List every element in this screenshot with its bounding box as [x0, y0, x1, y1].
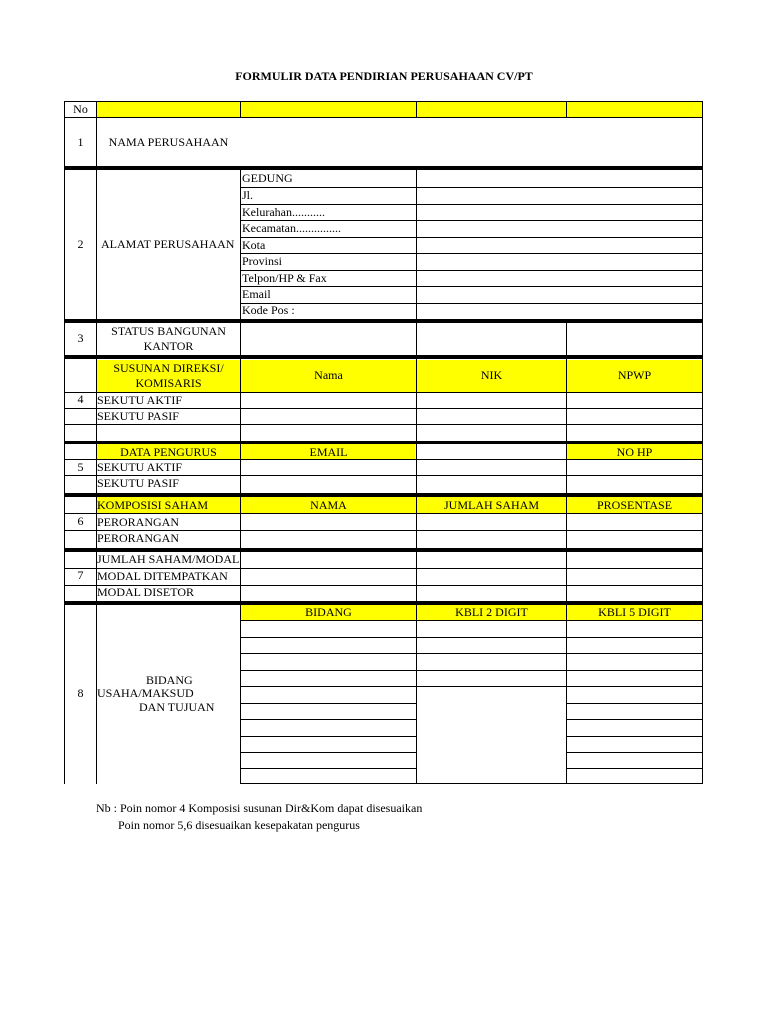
section-header-data-pengurus: DATA PENGURUS — [120, 445, 217, 459]
h-line — [566, 752, 703, 753]
column-header-bidang: BIDANG — [305, 605, 352, 619]
column-header-nik: NIK — [480, 368, 503, 382]
no-header: No — [73, 102, 88, 116]
h-line — [566, 703, 703, 704]
column-header-kbli-5-digit: KBLI 5 DIGIT — [598, 605, 671, 619]
column-header-no-hp: NO HP — [616, 445, 653, 459]
row-number: 3 — [77, 331, 84, 345]
row-label-sekutu-pasif: SEKUTU PASIF — [97, 476, 179, 490]
address-field-label: Kelurahan........... — [242, 205, 325, 219]
row-label-sekutu-aktif: SEKUTU AKTIF — [97, 393, 183, 407]
h-line — [240, 620, 703, 621]
h-line — [240, 653, 703, 654]
section-divider — [64, 319, 703, 323]
column-header-kbli-2-digit: KBLI 2 DIGIT — [455, 605, 528, 619]
row-label-status-bangunan: STATUS BANGUNAN KANTOR — [111, 324, 226, 353]
h-line — [64, 513, 703, 514]
h-line — [566, 719, 703, 720]
address-field-label: Telpon/HP & Fax — [242, 271, 327, 285]
row-label-modal-ditempatkan: MODAL DITEMPATKAN — [97, 569, 228, 583]
row-number: 1 — [77, 135, 84, 149]
h-line — [240, 752, 417, 753]
h-line — [240, 719, 417, 720]
address-field-label: Email — [242, 287, 271, 301]
column-header-nama: NAMA — [310, 498, 347, 512]
footnote-line-1: Nb : Poin nomor 4 Komposisi susunan Dir&Kom dapat disesuaikan — [96, 801, 423, 815]
address-field-label: Kota — [242, 238, 266, 252]
address-field-label: Kode Pos : — [242, 303, 295, 317]
section-divider — [64, 441, 703, 444]
h-line — [240, 187, 703, 188]
address-field-label: Jl. — [242, 188, 254, 202]
section-divider — [64, 493, 703, 497]
v-line-col3-b — [416, 168, 417, 784]
row-label-nama-perusahaan: NAMA PERUSAHAAN — [108, 135, 229, 149]
h-line — [64, 424, 703, 425]
row-label-sekutu-aktif: SEKUTU AKTIF — [97, 460, 183, 474]
section-divider — [64, 166, 703, 170]
h-line — [240, 686, 703, 687]
h-line — [240, 670, 703, 671]
column-header-nama: Nama — [314, 368, 343, 382]
row-number: 4 — [77, 392, 84, 406]
v-line-col2-a — [240, 101, 241, 118]
row-number: 2 — [77, 237, 84, 251]
h-line — [240, 237, 703, 238]
section-divider — [64, 355, 703, 359]
section-header-susunan-direksi: SUSUNAN DIREKSI/ KOMISARIS — [113, 361, 224, 390]
v-line-col3-a — [416, 101, 417, 118]
address-field-label: GEDUNG — [242, 171, 293, 185]
row-label-modal-disetor: MODAL DISETOR — [97, 585, 195, 599]
form-title: FORMULIR DATA PENDIRIAN PERUSAHAAN CV/PT — [235, 69, 533, 83]
h-line — [566, 736, 703, 737]
footnote-line-2: Poin nomor 5,6 disesuaikan kesepakatan pengurus — [118, 818, 360, 832]
row-label-perorangan: PERORANGAN — [97, 515, 180, 529]
row-label-usaha-maksud: USAHA/MAKSUD — [97, 686, 194, 700]
h-line — [64, 101, 703, 102]
address-field-label: Provinsi — [242, 254, 283, 268]
row-label-dan-tujuan: DAN TUJUAN — [139, 700, 215, 714]
form-table — [64, 101, 703, 784]
row-label-bidang: BIDANG — [146, 673, 193, 687]
row-number: 5 — [77, 460, 84, 474]
h-line — [240, 703, 417, 704]
row-number: 7 — [77, 568, 84, 582]
h-line — [240, 736, 417, 737]
h-line — [240, 286, 703, 287]
column-header-jumlah-saham: JUMLAH SAHAM — [443, 498, 539, 512]
header-highlight — [97, 102, 702, 117]
row-label-perorangan: PERORANGAN — [97, 531, 180, 545]
h-line — [240, 783, 703, 784]
row-label-jumlah-saham-modal: JUMLAH SAHAM/MODAL — [97, 552, 240, 566]
h-line — [64, 117, 703, 118]
row-number: 6 — [77, 514, 84, 528]
section-header-komposisi-saham: KOMPOSISI SAHAM — [97, 498, 209, 512]
address-field-label: Kecamatan............... — [242, 221, 341, 235]
row-label-sekutu-pasif: SEKUTU PASIF — [97, 409, 179, 423]
h-line — [566, 768, 703, 769]
row-label-alamat-perusahaan: ALAMAT PERUSAHAAN — [101, 237, 235, 251]
h-line — [240, 253, 703, 254]
row-number: 8 — [77, 686, 84, 700]
h-line — [240, 637, 703, 638]
v-line-col2-b — [240, 168, 241, 784]
column-header-npwp: NPWP — [617, 368, 652, 382]
v-line-col4-a — [566, 101, 567, 118]
v-line-col4-b — [566, 321, 567, 784]
column-header-email: EMAIL — [309, 445, 348, 459]
h-line — [240, 768, 417, 769]
h-line — [240, 303, 703, 304]
column-header-prosentase: PROSENTASE — [596, 498, 673, 512]
